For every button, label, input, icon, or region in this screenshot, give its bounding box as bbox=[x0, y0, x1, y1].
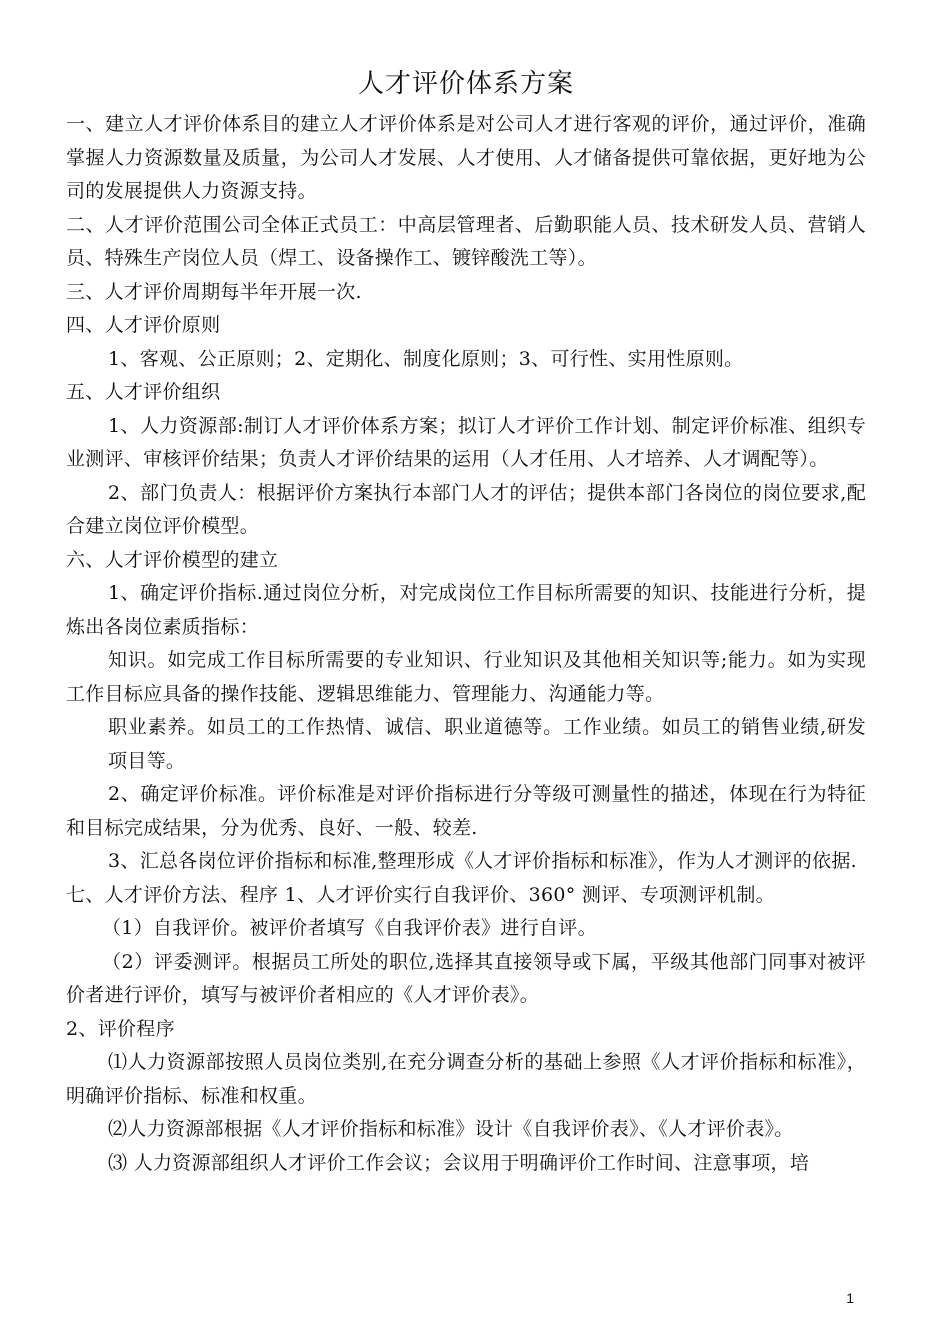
section-2-scope: 二、人才评价范围公司全体正式员工：中高层管理者、后勤职能人员、技术研发人员、营销人员、特殊生产岗位人员（焊工、设备操作工、镀锌酸洗工等）。 bbox=[66, 213, 866, 269]
procedure-step-1: ⑴人力资源部按照人员岗位类别,在充分调查分析的基础上参照《人才评价指标和标准》，明确评价指标、标准和权重。 bbox=[66, 1051, 866, 1107]
section-4-heading: 四、人才评价原则 bbox=[66, 314, 221, 336]
section-6-professionalism: 职业素养。如员工的工作热情、诚信、职业道德等。工作业绩。如员工的销售业绩,研发项目等。 bbox=[108, 716, 866, 772]
section-3-period: 三、人才评价周期每半年开展一次. bbox=[66, 280, 362, 303]
document-page bbox=[66, 62, 866, 1180]
section-7-panel-evaluation: （2）评委测评。根据员工所处的职位,选择其直接领导或下属，平级其他部门同事对被评价者进行评价，填写与被评价者相应的《人才评价表》。 bbox=[66, 950, 866, 1006]
section-7-self-evaluation: （1）自我评价。被评价者填写《自我评价表》进行自评。 bbox=[102, 917, 597, 939]
document-title: 人才评价体系方案 bbox=[357, 69, 574, 99]
section-7-heading: 七、人才评价方法、程序 1、人才评价实行自我评价、360° 测评、专项测评机制。 bbox=[66, 883, 775, 906]
section-6-item-3: 3、汇总各岗位评价指标和标准,整理形成《人才评价指标和标准》，作为人才测评的依据. bbox=[108, 850, 857, 872]
section-4-principles: 1、客观、公正原则；2、定期化、制度化原则；3、可行性、实用性原则。 bbox=[108, 347, 744, 370]
section-5-heading: 五、人才评价组织 bbox=[66, 381, 221, 403]
section-1-purpose: 一、建立人才评价体系目的建立人才评价体系是对公司人才进行客观的评价，通过评价，准确掌握人力资源数量及质量，为公司人才发展、人才使用、人才储备提供可靠依据，更好地为公司的发展提供人力资源支持。 bbox=[66, 113, 866, 202]
section-6-item-1: 1、确定评价指标.通过岗位分析，对完成岗位工作目标所需要的知识、技能进行分析，提炼出各岗位素质指标： bbox=[66, 582, 866, 638]
section-6-heading: 六、人才评价模型的建立 bbox=[66, 548, 279, 571]
procedure-step-3: ⑶ 人力资源部组织人才评价工作会议；会议用于明确评价工作时间、注意事项，培 bbox=[108, 1151, 810, 1174]
page-number: 1 bbox=[846, 1290, 854, 1306]
section-5-item-1: 1、人力资源部:制订人才评价体系方案；拟订人才评价工作计划、制定评价标准、组织专业测评、审核评价结果；负责人才评价结果的运用（人才任用、人才培养、人才调配等）。 bbox=[66, 414, 866, 470]
procedure-step-2: ⑵人力资源部根据《人才评价指标和标准》设计《自我评价表》、《人才评价表》。 bbox=[108, 1118, 794, 1140]
section-6-knowledge: 知识。如完成工作目标所需要的专业知识、行业知识及其他相关知识等;能力。如为实现工作目标应具备的操作技能、逻辑思维能力、管理能力、沟通能力等。 bbox=[66, 649, 866, 705]
section-6-item-2: 2、确定评价标准。评价标准是对评价指标进行分等级可测量性的描述，体现在行为特征和目标完成结果，分为优秀、良好、一般、较差. bbox=[66, 783, 866, 839]
section-7-procedure-heading: 2、评价程序 bbox=[66, 1017, 175, 1040]
section-5-item-2: 2、部门负责人：根据评价方案执行本部门人才的评估；提供本部门各岗位的岗位要求,配合建立岗位评价模型。 bbox=[66, 481, 866, 537]
